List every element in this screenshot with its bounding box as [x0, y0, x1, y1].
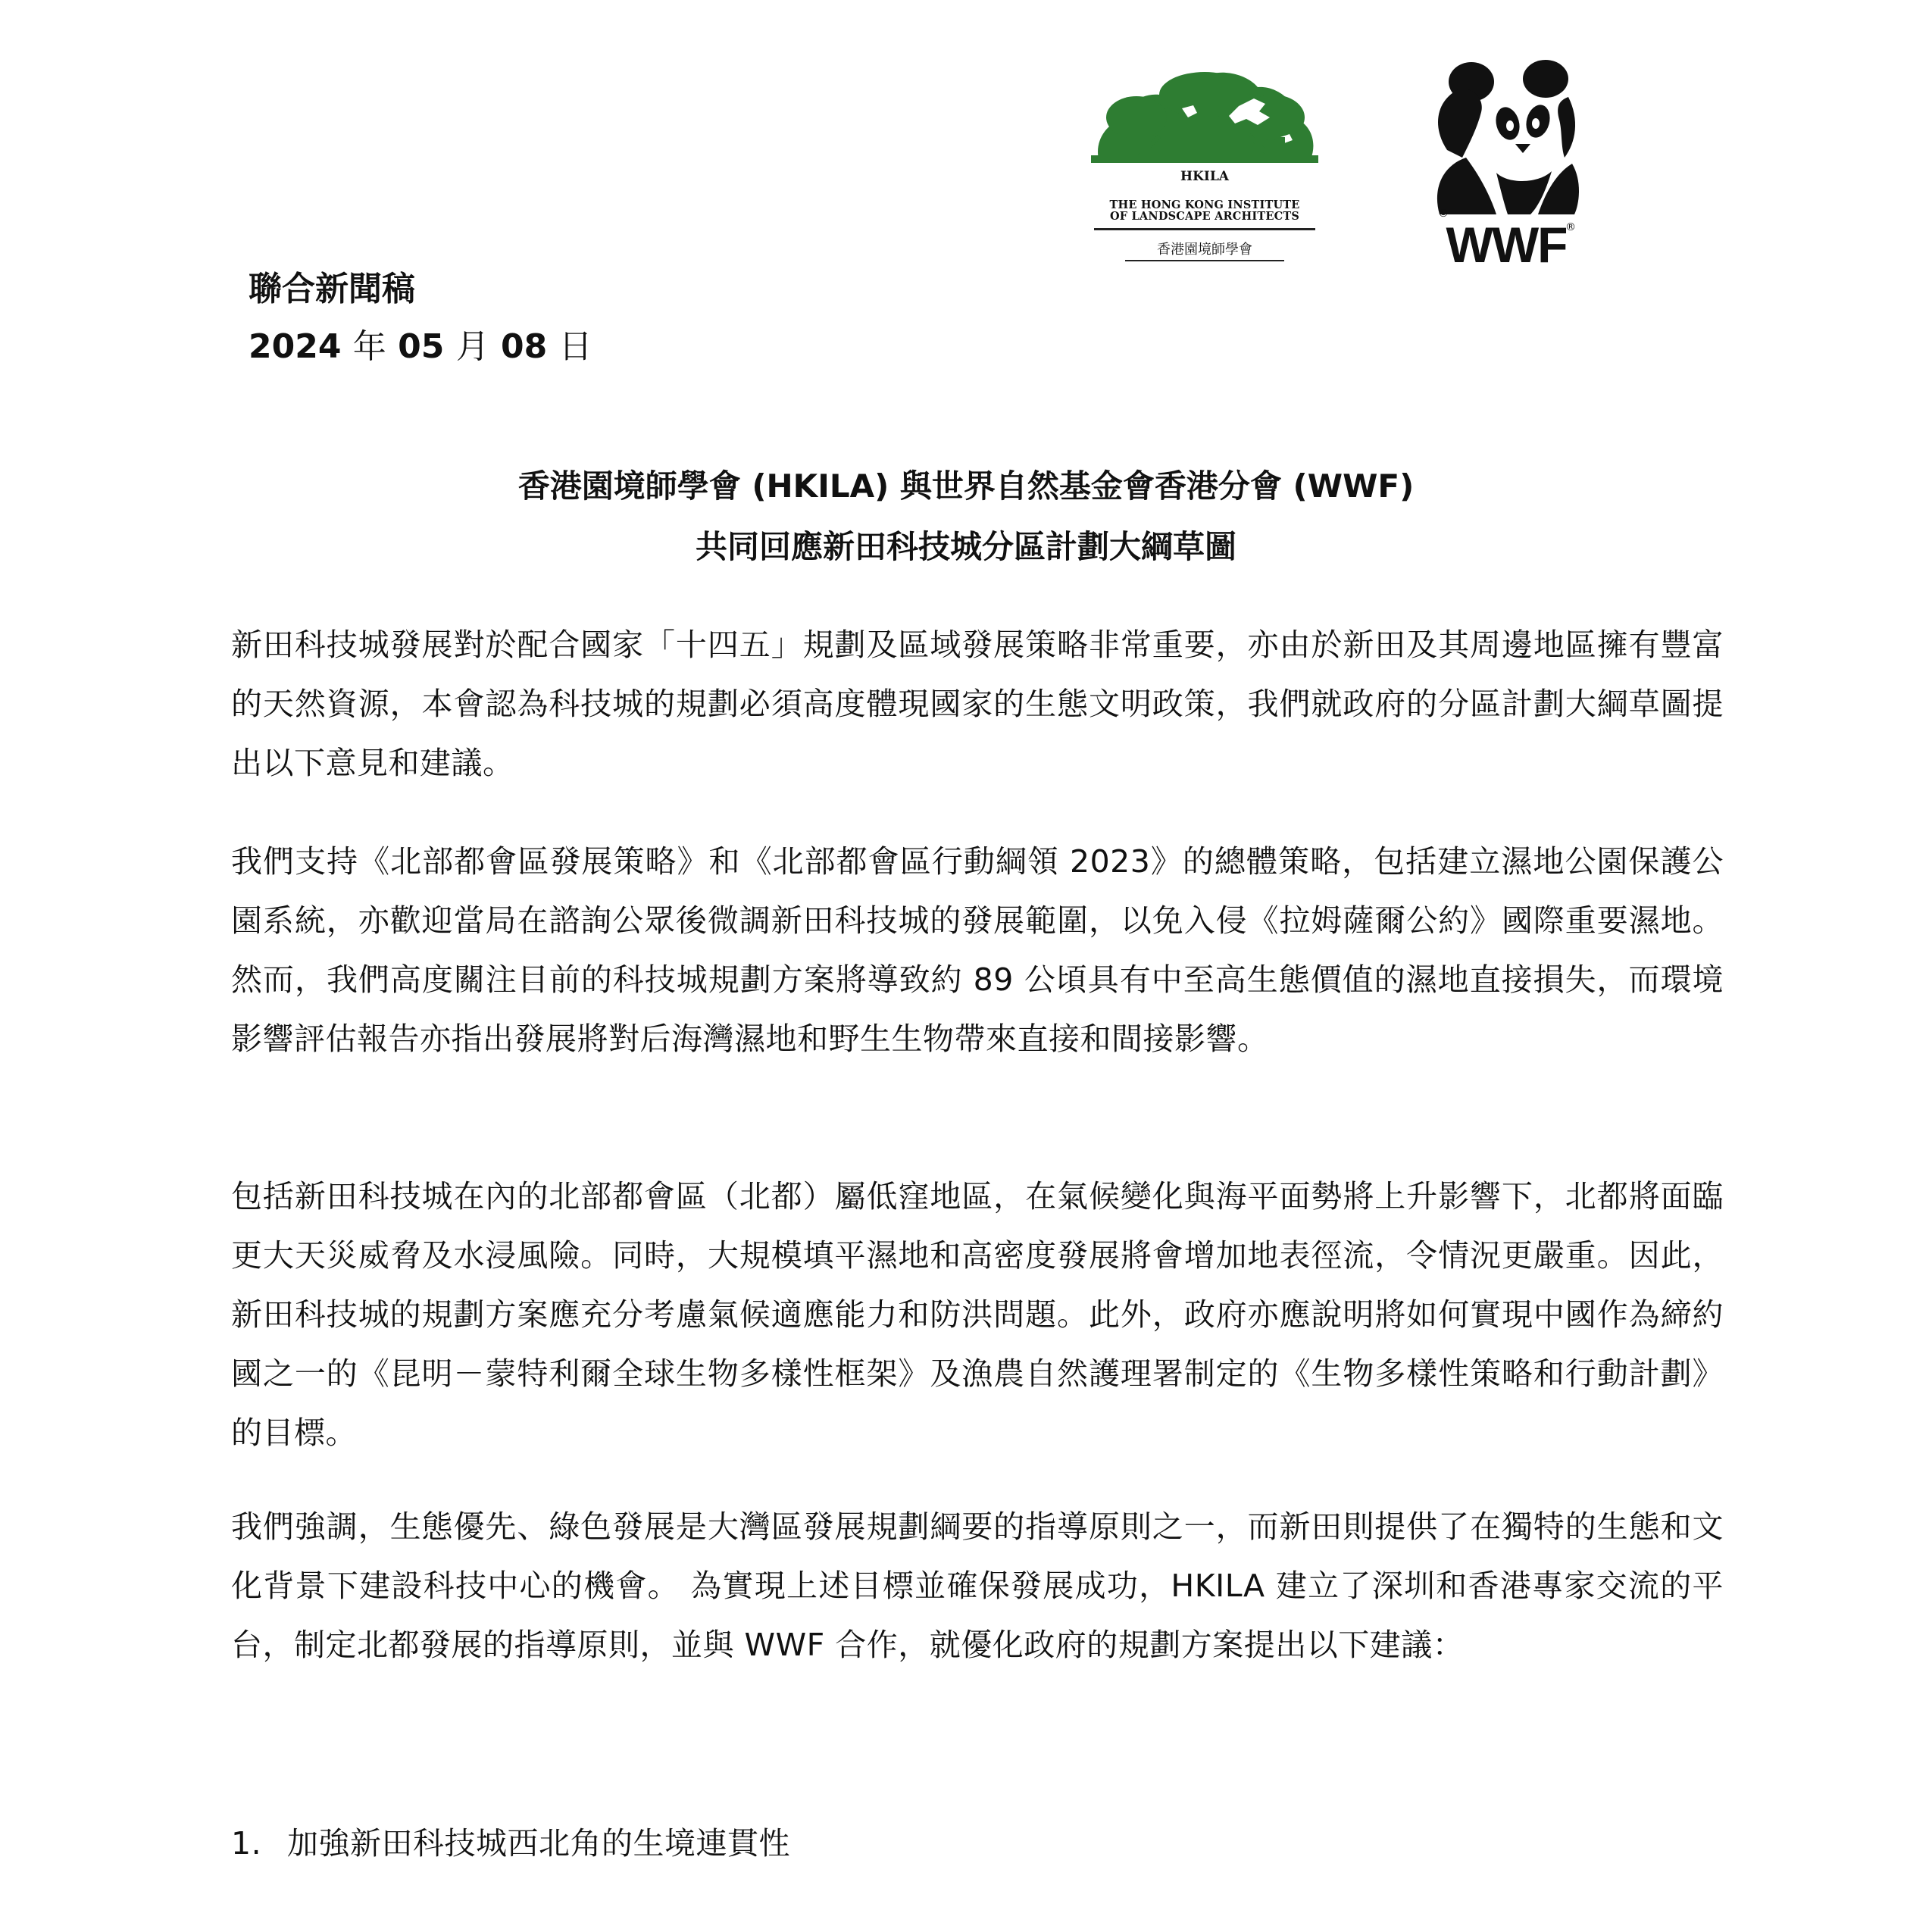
document-title-line2: 共同回應新田科技城分區計劃大綱草圖 — [695, 528, 1236, 565]
hkila-name-cn: 香港園境師學會 — [1125, 239, 1284, 261]
date-month-unit: 月 — [455, 327, 489, 366]
hkila-abbr: HKILA — [1180, 169, 1229, 184]
list-item — [231, 1814, 790, 1873]
list-item-number: 1. — [231, 1825, 262, 1862]
wwf-registered: ® — [1565, 221, 1576, 233]
date-year: 2024 — [249, 327, 342, 366]
date-year-unit: 年 — [352, 327, 386, 366]
document-title-line1: 香港園境師學會 (HKILA) 與世界自然基金會香港分會 (WWF) — [517, 467, 1415, 505]
hkila-divider — [1094, 228, 1315, 230]
press-release-date — [249, 324, 592, 370]
paragraph-3: 包括新田科技城在內的北部都會區（北都）屬低窪地區，在氣候變化與海平面勢將上升影響下，北都將面臨更大天災威脅及水浸風險。同時，大規模填平濕地和高密度發展將會增加地表徑流，令情況更嚴重。因此，新田科技城的規劃方案應充分考慮氣候適應能力和防洪問題。此外，政府亦應說明將如何實現中國作為締約國之一的《昆明－蒙特利爾全球生物多樣性框架》及漁農自然護理署制定的《生物多樣性策略和行動計劃》的目標。 — [231, 1178, 1724, 1451]
press-release-label: 聯合新聞稿 — [249, 270, 415, 308]
paragraph-4: 我們強調，生態優先、綠色發展是大灣區發展規劃綱要的指導原則之一，而新田則提供了在獨特的生態和文化背景下建設科技中心的機會。 為實現上述目標並確保發展成功，HKILA 建立了深圳和香港專家交流的平台，制定北都發展的指導原則，並與 WWF 合作，就優化政府的規劃方案提出以下建議： — [231, 1508, 1724, 1663]
wwf-copyright: © — [1438, 208, 1449, 220]
list-item-text: 加強新田科技城西北角的生境連貫性 — [287, 1825, 790, 1862]
hkila-logo — [1091, 64, 1318, 269]
date-day-unit: 日 — [558, 327, 592, 366]
hkila-tree-icon — [1091, 64, 1318, 216]
hkila-name-line2: OF LANDSCAPE ARCHITECTS — [1109, 210, 1300, 223]
wwf-logo — [1424, 59, 1583, 279]
paragraph-2: 我們支持《北部都會區發展策略》和《北部都會區行動綱領 2023》的總體策略，包括建立濕地公園保護公園系統，亦歡迎當局在諮詢公眾後微調新田科技城的發展範圍，以免入侵《拉姆薩爾公約》國際重要濕地。然而，我們高度關注目前的科技城規劃方案將導致約 89 公頃具有中至高生態價值的濕地直接損失，而環境影響評估報告亦指出發展將對后海灣濕地和野生生物帶來直接和間接影響。 — [231, 843, 1724, 1057]
date-month: 05 — [398, 327, 445, 366]
panda-icon — [1424, 59, 1583, 218]
hkila-name-line1: THE HONG KONG INSTITUTE — [1109, 199, 1300, 211]
date-day: 08 — [501, 327, 548, 366]
paragraph-1: 新田科技城發展對於配合國家「十四五」規劃及區域發展策略非常重要，亦由於新田及其周邊地區擁有豐富的天然資源，本會認為科技城的規劃必須高度體現國家的生態文明政策，我們就政府的分區計劃大綱草圖提出以下意見和建議。 — [231, 627, 1724, 781]
wwf-wordmark: WWF — [1446, 217, 1567, 273]
